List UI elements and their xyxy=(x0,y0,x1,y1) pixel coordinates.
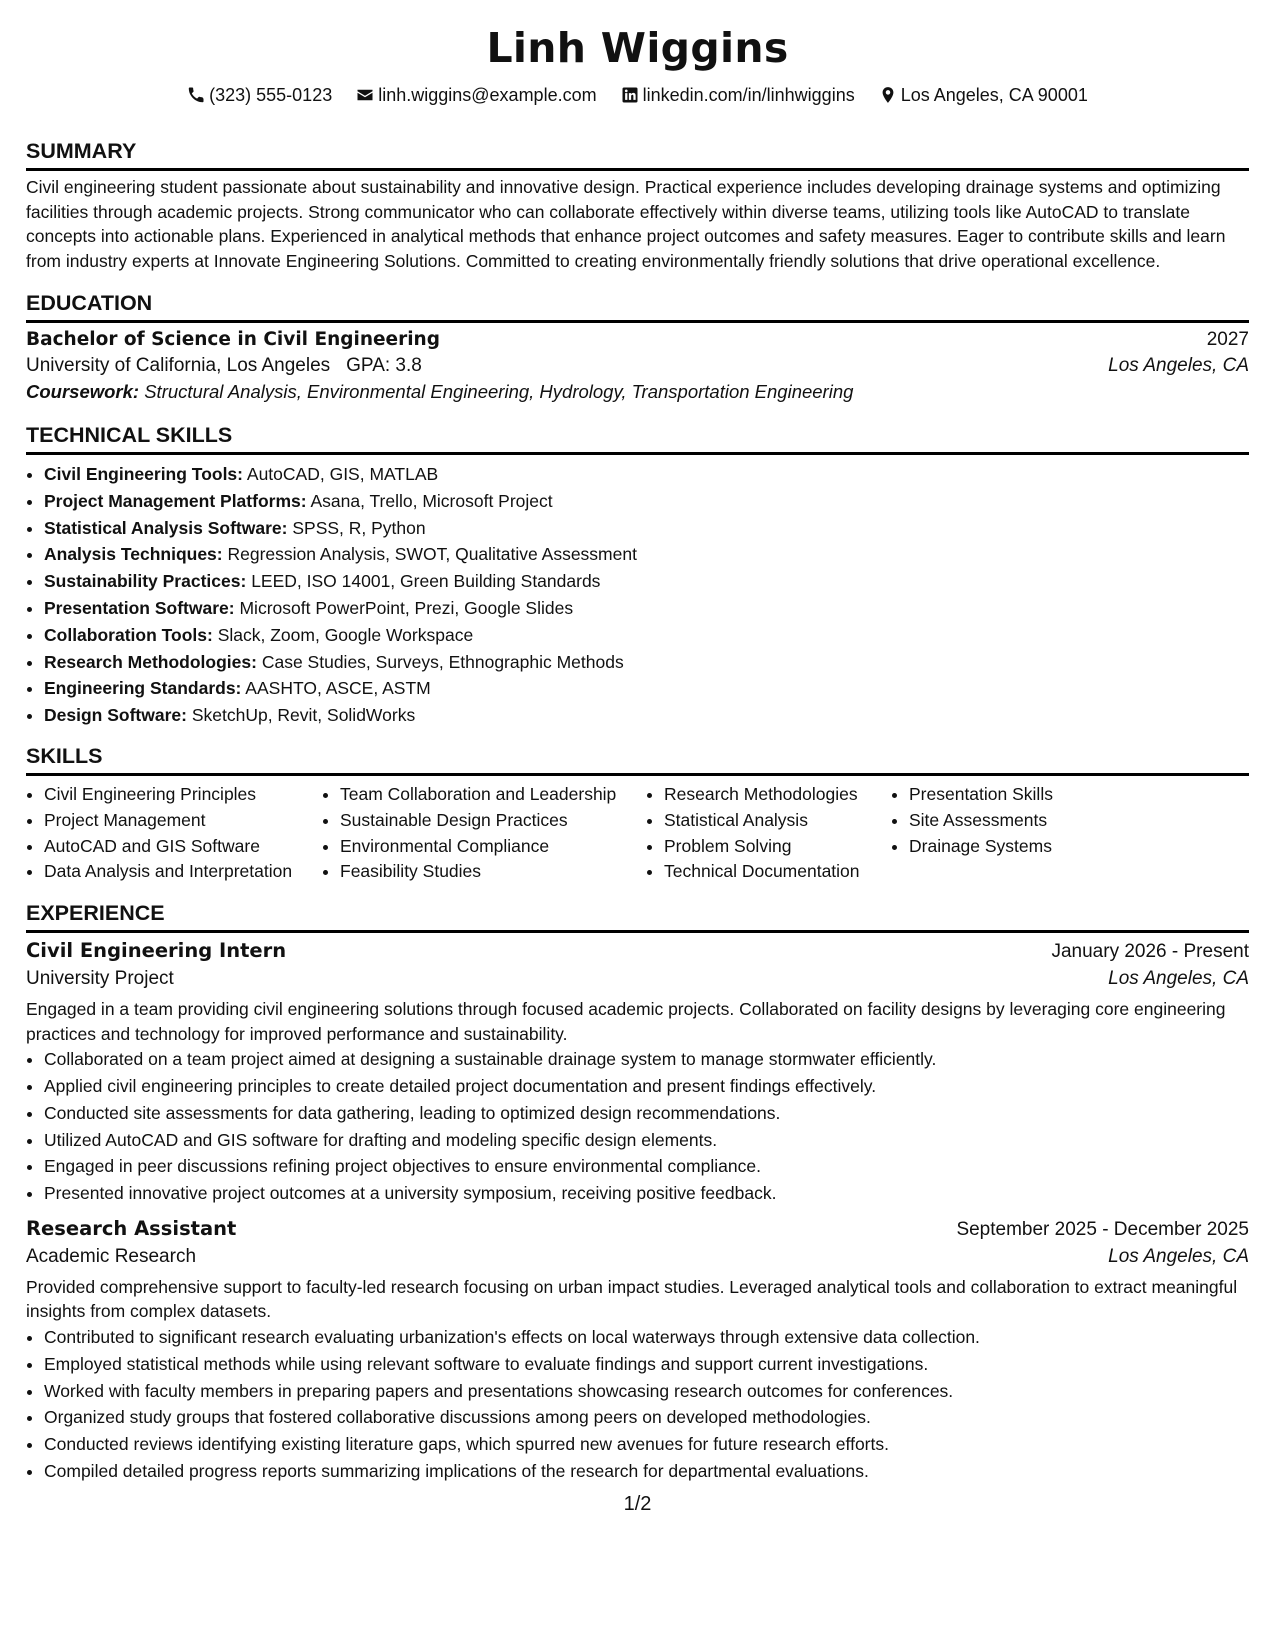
contact-phone[interactable] xyxy=(187,85,332,106)
list-item: • Statistical Analysis xyxy=(664,808,891,834)
education-school-row xyxy=(26,355,1249,377)
contact-email[interactable] xyxy=(356,85,596,106)
job-location: Los Angeles, CA xyxy=(1108,968,1249,990)
school-location: Los Angeles, CA xyxy=(1108,355,1249,376)
list-item: • Problem Solving xyxy=(664,834,891,860)
list-item: • Presentation Software: Microsoft PowerPoint, Prezi, Google Slides xyxy=(44,595,1249,622)
job-org-row xyxy=(26,968,1249,990)
degree-title: Bachelor of Science in Civil Engineering xyxy=(26,329,440,350)
skills-grid xyxy=(26,782,1249,885)
section-divider xyxy=(26,452,1249,455)
list-item: • Technical Documentation xyxy=(664,859,891,885)
job-header-row xyxy=(26,939,1249,963)
coursework-line xyxy=(26,381,1249,403)
skills-section xyxy=(26,743,1249,885)
technical-skills-list xyxy=(26,461,1249,729)
list-item: • Conducted site assessments for data gathering, leading to optimized design recommendations. xyxy=(44,1100,1249,1127)
list-item: • Worked with faculty members in preparing papers and presentations showcasing research outcomes for conferences. xyxy=(44,1378,1249,1405)
list-item: • Civil Engineering Principles xyxy=(44,782,322,808)
phone-text: (323) 555-0123 xyxy=(209,84,333,105)
job-description: Engaged in a team providing civil engineering solutions through focused academic projects. Collaborated on facility designs by leveraging core engineering practices and technology for improved performance and sustainability. xyxy=(26,999,1226,1044)
list-item: • Research Methodologies: Case Studies, Surveys, Ethnographic Methods xyxy=(44,649,1249,676)
gpa: GPA: 3.8 xyxy=(346,355,422,376)
job-description: Provided comprehensive support to faculty-led research focusing on urban impact studies. Leveraged analytical tools and collaboration to extract meaningful insights from complex datasets. xyxy=(26,1276,1238,1322)
resume-page xyxy=(26,0,1249,1485)
list-item: • Sustainable Design Practices xyxy=(340,808,646,834)
list-item: • Utilized AutoCAD and GIS software for drafting and modeling specific design elements. xyxy=(44,1127,1249,1154)
list-item: • Collaborated on a team project aimed at designing a sustainable drainage system to manage stormwater efficiently. xyxy=(44,1046,1249,1073)
list-item: • Project Management Platforms: Asana, Trello, Microsoft Project xyxy=(44,488,1249,515)
list-item: • Engineering Standards: AASHTO, ASCE, ASTM xyxy=(44,675,1249,702)
contact-bar xyxy=(26,83,1249,107)
section-title-summary: SUMMARY xyxy=(26,139,137,163)
list-item: • Civil Engineering Tools: AutoCAD, GIS, MATLAB xyxy=(44,461,1249,488)
list-item: • Compiled detailed progress reports summarizing implications of the research for departmental evaluations. xyxy=(44,1458,1249,1485)
section-divider xyxy=(26,930,1249,933)
job-dates: January 2026 - Present xyxy=(1051,941,1249,963)
coursework-label: Coursework: xyxy=(26,381,140,402)
coursework-list: Structural Analysis, Environmental Engineering, Hydrology, Transportation Engineering xyxy=(144,381,854,402)
list-item: • Conducted reviews identifying existing literature gaps, which spurred new avenues for future research efforts. xyxy=(44,1431,1249,1458)
job-dates: September 2025 - December 2025 xyxy=(956,1218,1249,1240)
education-section xyxy=(26,290,1249,403)
skills-column xyxy=(646,782,891,885)
location-text: Los Angeles, CA 90001 xyxy=(900,84,1088,105)
list-item: • AutoCAD and GIS Software xyxy=(44,834,322,860)
list-item: • Research Methodologies xyxy=(664,782,891,808)
job-organization: University Project xyxy=(26,968,174,990)
envelope-icon xyxy=(356,86,374,104)
list-item: • Design Software: SketchUp, Revit, SolidWorks xyxy=(44,702,1249,729)
email-text: linh.wiggins@example.com xyxy=(378,84,597,105)
summary-text: Civil engineering student passionate about sustainability and innovative design. Practical experience includes developing drainage systems and optimizing facilities through academic projects. Strong communicator who can collaborate effectively within diverse teams, utilizing tools like AutoCAD to translate concepts into actionable plans. Experienced in analytical methods that enhance project outcomes and safety measures. Eager to contribute skills and learn from industry experts at Innovate Engineering Solutions. Committed to creating environmentally friendly solutions that drive operational excellence. xyxy=(26,177,1226,271)
list-item: • Organized study groups that fostered collaborative discussions among peers on developed methodologies. xyxy=(44,1404,1249,1431)
section-divider xyxy=(26,773,1249,776)
page-number: 1/2 xyxy=(623,1493,652,1515)
list-item: • Site Assessments xyxy=(909,808,1053,834)
map-pin-icon xyxy=(879,86,897,104)
list-item: • Collaboration Tools: Slack, Zoom, Google Workspace xyxy=(44,622,1249,649)
job-org-row xyxy=(26,1246,1249,1268)
skills-column xyxy=(322,782,646,885)
list-item: • Engaged in peer discussions refining project objectives to ensure environmental compliance. xyxy=(44,1153,1249,1180)
contact-location xyxy=(879,85,1088,106)
list-item: • Environmental Compliance xyxy=(340,834,646,860)
list-item: • Contributed to significant research evaluating urbanization's effects on local waterways through extensive data collection. xyxy=(44,1324,1249,1351)
job-title: Research Assistant xyxy=(26,1216,237,1240)
technical-skills-section xyxy=(26,422,1249,729)
job-bullets xyxy=(26,1324,1249,1485)
job-header-row xyxy=(26,1217,1249,1241)
linkedin-icon xyxy=(621,86,639,104)
linkedin-text: linkedin.com/in/linhwiggins xyxy=(642,84,855,105)
list-item: • Statistical Analysis Software: SPSS, R, Python xyxy=(44,515,1249,542)
section-divider xyxy=(26,168,1249,171)
list-item: • Applied civil engineering principles to create detailed project documentation and present findings effectively. xyxy=(44,1073,1249,1100)
list-item: • Sustainability Practices: LEED, ISO 14001, Green Building Standards xyxy=(44,568,1249,595)
skills-column xyxy=(891,782,1053,885)
job-entry xyxy=(26,1217,1249,1485)
list-item: • Project Management xyxy=(44,808,322,834)
list-item: • Presented innovative project outcomes at a university symposium, receiving positive feedback. xyxy=(44,1180,1249,1207)
section-divider xyxy=(26,320,1249,323)
list-item: • Feasibility Studies xyxy=(340,859,646,885)
school-line xyxy=(26,355,422,377)
list-item: • Data Analysis and Interpretation xyxy=(44,859,322,885)
skills-column xyxy=(26,782,322,885)
job-location: Los Angeles, CA xyxy=(1108,1245,1249,1267)
candidate-name: Linh Wiggins xyxy=(486,24,789,72)
list-item: • Employed statistical methods while using relevant software to evaluate findings and support current investigations. xyxy=(44,1351,1249,1378)
experience-section xyxy=(26,900,1249,1485)
list-item: • Team Collaboration and Leadership xyxy=(340,782,646,808)
section-title-experience: EXPERIENCE xyxy=(26,901,165,926)
section-title-skills: SKILLS xyxy=(26,743,103,768)
school-name: University of California, Los Angeles xyxy=(26,355,331,376)
contact-linkedin[interactable] xyxy=(621,85,855,106)
section-title-education: EDUCATION xyxy=(26,291,153,315)
list-item: • Drainage Systems xyxy=(909,834,1053,860)
summary-section xyxy=(26,138,1249,273)
job-organization: Academic Research xyxy=(26,1245,197,1267)
job-bullets xyxy=(26,1046,1249,1207)
education-degree-row xyxy=(26,329,1249,351)
section-title-technical-skills: TECHNICAL SKILLS xyxy=(26,423,233,447)
list-item: • Presentation Skills xyxy=(909,782,1053,808)
graduation-year: 2027 xyxy=(1206,329,1249,350)
list-item: • Analysis Techniques: Regression Analysis, SWOT, Qualitative Assessment xyxy=(44,541,1249,568)
job-title: Civil Engineering Intern xyxy=(26,939,287,963)
phone-icon xyxy=(187,86,205,104)
job-entry xyxy=(26,939,1249,1207)
